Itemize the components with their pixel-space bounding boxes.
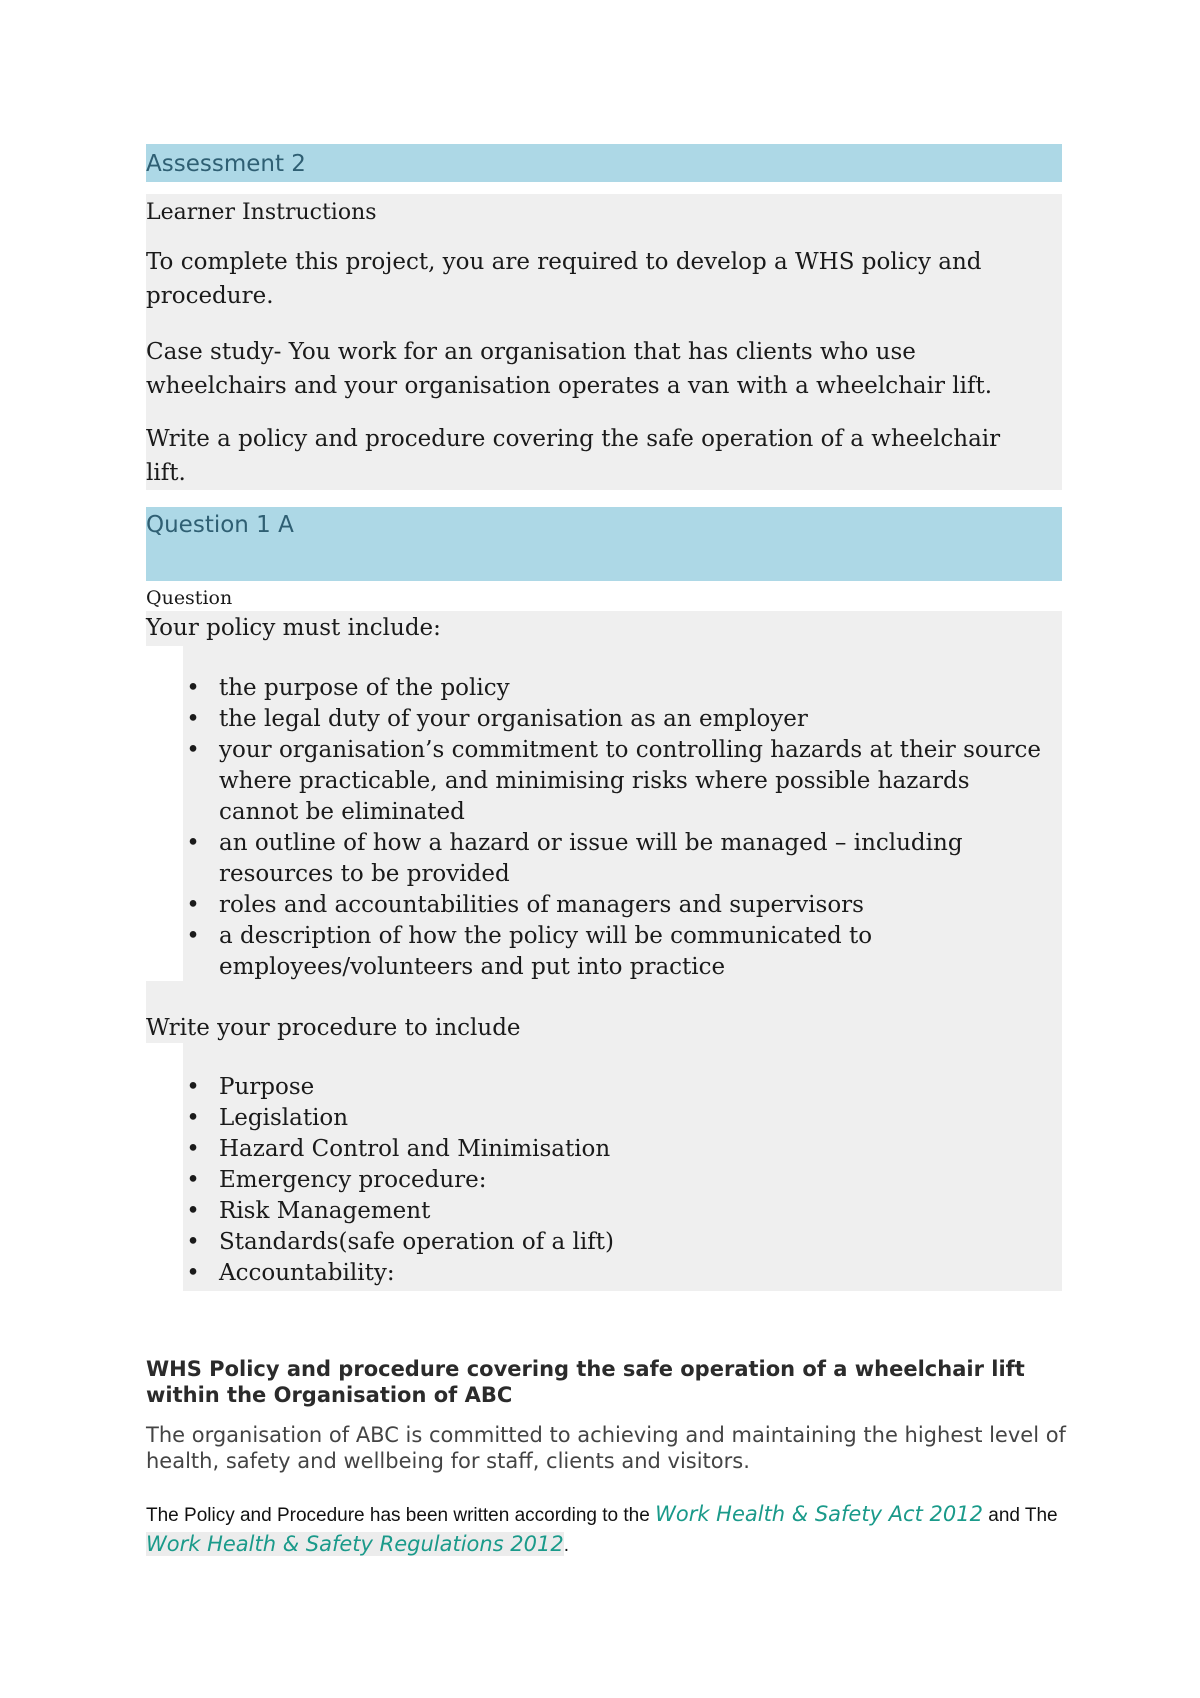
bullet-icon: • <box>186 892 200 918</box>
bullet-icon: • <box>186 830 200 856</box>
list-item: • roles and accountabilities of managers and supervisors <box>146 890 1046 921</box>
bullet-icon: • <box>186 737 200 763</box>
bullet-icon: • <box>186 1167 200 1193</box>
bullet-icon: • <box>186 1229 200 1255</box>
bullet-icon: • <box>186 675 200 701</box>
act-reference: Work Health & Safety Act 2012 <box>655 1502 983 1526</box>
instructions-paragraph-3: Write a policy and procedure covering the safe operation of a wheelchair lift. <box>146 426 1001 486</box>
question-heading <box>146 507 1062 581</box>
list-item: • your organisation’s commitment to controlling hazards at their source where practicable, and minimising risks where possible hazards cannot be eliminated <box>146 735 1046 828</box>
list-item: • Hazard Control and Minimisation <box>146 1134 1046 1165</box>
list-item: • Legislation <box>146 1103 1046 1134</box>
bullet-icon: • <box>186 1198 200 1224</box>
list-item: • Purpose <box>146 1072 1046 1103</box>
list-item: • Standards(safe operation of a lift) <box>146 1227 1046 1258</box>
answer-title: WHS Policy and procedure covering the safe operation of a wheelchair lift within the Organisation of ABC <box>146 1357 1025 1407</box>
list-item: • Emergency procedure: <box>146 1165 1046 1196</box>
policy-intro: Your policy must include: <box>146 615 441 641</box>
bullet-icon: • <box>186 1074 200 1100</box>
instructions-title: Learner Instructions <box>146 200 377 225</box>
assessment-title: Assessment 2 <box>146 151 306 177</box>
list-item: • Risk Management <box>146 1196 1046 1227</box>
assessment-heading <box>146 144 1062 182</box>
bullet-icon: • <box>186 706 200 732</box>
regulations-reference: Work Health & Safety Regulations 2012 <box>146 1532 564 1556</box>
list-item: • an outline of how a hazard or issue will be managed – including resources to be provided <box>146 828 1046 890</box>
question-label: Question <box>146 587 233 609</box>
list-item: • the legal duty of your organisation as an employer <box>146 704 1046 735</box>
instructions-paragraph-1: To complete this project, you are required to develop a WHS policy and procedure. <box>146 249 982 309</box>
legislation-reference: The Policy and Procedure has been written according to the Work Health & Safety Act 2012 and The Work Health & Safety Regulations 2012. <box>146 1502 1058 1556</box>
answer-intro: The organisation of ABC is committed to achieving and maintaining the highest level of health, safety and wellbeing for staff, clients and visitors. <box>146 1423 1066 1473</box>
instructions-paragraph-2: Case study- You work for an organisation that has clients who use wheelchairs and your organisation operates a van with a wheelchair lift. <box>146 339 993 399</box>
question-title: Question 1 A <box>146 512 294 538</box>
policy-list <box>146 673 1046 983</box>
bullet-icon: • <box>186 1136 200 1162</box>
list-item: • Accountability: <box>146 1258 1046 1289</box>
list-item: • a description of how the policy will be communicated to employees/volunteers and put into practice <box>146 921 1046 983</box>
bullet-icon: • <box>186 1105 200 1131</box>
bullet-icon: • <box>186 1260 200 1286</box>
bullet-icon: • <box>186 923 200 949</box>
procedure-intro: Write your procedure to include <box>146 1015 521 1041</box>
procedure-list <box>146 1072 1046 1289</box>
list-item: • the purpose of the policy <box>146 673 1046 704</box>
